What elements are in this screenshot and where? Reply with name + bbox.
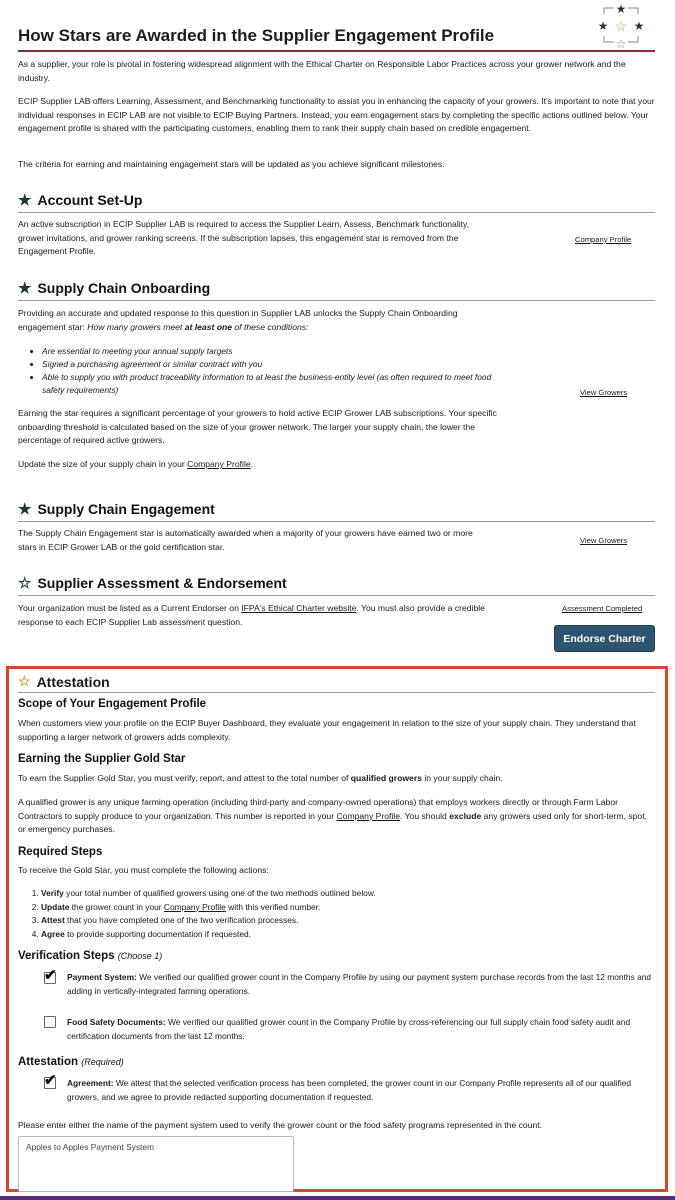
required-steps-heading: Required Steps [18,846,103,858]
option-label: Payment System: [67,972,137,982]
option-label: Food Safety Documents: [67,1017,166,1027]
onboarding-text-a: Providing an accurate and updated response to this question in Supplier LAB unlocks the Supply Chain Onboarding engagement star: [18,308,458,332]
qual-text-a: A qualified grower is any unique farming operation (including third-party and company-owned operations) that employs workers directly or through Farm Labor Contractors to supply produce to your organization. This number is reported in your [18,797,618,821]
option-description: We verified our qualified grower count in the Company Profile by using our payment system purchase records from the last 12 months and adding in vertically-integrated farming operations. [67,972,652,996]
option-description: We verified our qualified grower count in the Company Profile by cross-referencing our full supply chain food safety audit and certification documents from the last 12 months. [67,1017,631,1041]
food-safety-option-text [67,1016,652,1043]
company-profile-link[interactable]: Company Profile [187,459,251,469]
page-title: How Stars are Awarded in the Supplier Engagement Profile [18,26,495,45]
step-text: that you have completed one of the two verification processes. [64,915,299,925]
attestation-title: Attestation [18,1056,79,1068]
checkmark-icon: ✔ [44,967,57,984]
onboarding-question-c: of these conditions: [234,321,309,332]
list-item [41,901,655,915]
svg-text:☆: ☆ [615,37,627,50]
required-steps-list [18,887,655,941]
account-setup-text: An active subscription in ECIP Supplier LAB is required to access the Supplier Learn, Assess, Benchmark functionality, grower invitations, and grower ranking screens. If the subscription lapses, this engagement star is removed from the Engagement Profile. [18,219,470,256]
verification-title: Verification Steps [18,950,115,962]
payment-system-name-textarea[interactable]: Apples to Apples Payment System [18,1136,294,1192]
step-verb: Agree [41,928,65,939]
engagement-text: The Supply Chain Engagement star is automatically awarded when a majority of your growers have earned two or more stars in ECIP Grower LAB or the gold certification star. [18,528,473,552]
list-item: • Able to supply you with product traceability information to at least the business-entity level (as often required to meet food safety requirements) [42,371,496,397]
qual-text-b: . You should [400,810,447,821]
qualified-grower-text [18,796,655,837]
list-item [41,914,655,928]
step-verb: Verify [41,888,64,898]
scope-text: When customers view your profile on the ECIP Buyer Dashboard, they evaluate your engagement in relation to the size of your supply chain. They understand that supporting a larger network of growers adds complexity. [18,718,636,742]
step-text: to provide supporting documentation if requested. [64,928,251,939]
step-text: your total number of qualified growers using one of the two methods outlined below. [63,888,376,898]
company-profile-link[interactable]: Company Profile [163,901,226,912]
gold-star-text [18,772,655,786]
onboarding-update-text [18,458,498,472]
ethical-charter-website-link[interactable]: IFPA's Ethical Charter website [241,603,357,613]
payment-system-prompt: Please enter either the name of the payment system used to verify the grower count or the food safety programs represented in the count. [18,1120,543,1130]
section-divider [18,212,655,213]
step-verb: Update [41,901,70,912]
intro-paragraph-3: The criteria for earning and maintaining engagement stars will be updated as you achieve significant milestones. [18,159,445,169]
step-text: the grower count in your [69,901,164,912]
svg-text:★: ★ [615,2,627,16]
checkmark-icon: ✔ [44,1072,57,1089]
gold-text-b: in your supply chain. [424,773,503,783]
list-item: • Signed a purchasing agreement or similar contract with you [42,358,496,371]
onboarding-update-b: . [250,459,254,469]
intro-paragraph-2: ECIP Supplier LAB offers Learning, Assessment, and Benchmarking functionality to assist you in enhancing the capacity of your growers. It's important to note that your individual responses in ECIP LAB are not visible to ECIP Buying Partners. Instead, you earn engagement stars by completing the specific actions outlined below. Your engagement profile is shared with the participating customers, enabling them to rank their supply chain based on credible engagement. [18,96,655,133]
gold-text-a: To earn the Supplier Gold Star, you must verify, report, and attest to the total number of [18,773,349,783]
onboarding-intro [18,307,498,334]
onboarding-question-a: How many growers meet [87,321,183,332]
title-divider [18,50,655,52]
star-filled-icon: ★ [18,500,32,518]
option-description: We attest that the selected verification process has been completed, the grower count in our Company Profile represents all of our qualified growers, and we agree to provide redacted supporting documentation if requested. [67,1078,632,1102]
section-account-setup-header [18,192,142,208]
section-divider [18,300,655,301]
required-steps-intro: To receive the Gold Star, you must complete the following actions: [18,865,269,875]
step-text: with this verified number. [225,901,321,912]
onboarding-question-b: at least one [184,321,233,332]
section-onboarding-header [18,280,210,296]
svg-text:★: ★ [633,19,645,33]
onboarding-conditions-list [18,345,496,397]
payment-system-checkbox[interactable] [44,967,57,984]
verification-note: (Choose 1) [117,951,163,961]
star-cluster-logo-icon [594,2,648,50]
endorse-charter-button[interactable]: Endorse Charter [554,625,655,652]
assessment-text [18,602,488,629]
verification-steps-heading [18,950,162,962]
agreement-checkbox[interactable] [44,1072,57,1089]
section-title: Account Set-Up [37,192,143,208]
qual-text-bold: exclude [449,810,482,821]
section-assessment-header [18,575,287,591]
view-growers-link[interactable]: View Growers [580,388,628,397]
section-title: Supplier Assessment & Endorsement [37,575,287,591]
qual-text-c: any growers used only for short-term, spot, or emergency purchases. [18,810,647,834]
company-profile-link[interactable]: Company Profile [336,810,400,821]
food-safety-documents-checkbox[interactable] [44,1016,56,1028]
section-divider [18,692,655,693]
agreement-option-text [67,1077,652,1104]
section-attestation-header [18,673,110,690]
window-bottom-edge [0,1196,675,1200]
section-engagement-header [18,501,215,517]
view-growers-link[interactable]: View Growers [580,536,628,545]
onboarding-update-a: Update the size of your supply chain in your [18,459,185,469]
section-title: Supply Chain Engagement [37,501,215,517]
star-outline-icon: ☆ [18,673,31,689]
onboarding-threshold-text: Earning the star requires a significant percentage of your growers to hold active ECIP Grower LAB subscriptions. Your specific onboarding threshold is calculated based on the size of your grower network. The larger your supply chain, the lower the percentage of required active growers. [18,408,497,445]
section-title: Supply Chain Onboarding [37,280,211,296]
attestation-required-heading [18,1056,124,1068]
step-verb: Attest [41,915,65,925]
assessment-completed-link[interactable]: Assessment Completed [562,604,643,613]
list-item [41,887,655,901]
list-item: • Are essential to meeting your annual supply targets [42,345,496,358]
svg-text:☆: ☆ [614,18,628,34]
assessment-text-b: . You must also provide a credible response to each ECIP Supplier Lab assessment question. [18,603,485,627]
payment-system-option-text [67,971,652,998]
company-profile-link[interactable]: Company Profile [575,235,632,244]
gold-star-heading: Earning the Supplier Gold Star [18,753,186,765]
section-title: Attestation [36,673,110,690]
star-outline-icon: ☆ [18,574,32,592]
star-filled-icon: ★ [18,191,32,209]
scope-heading: Scope of Your Engagement Profile [18,698,207,710]
attestation-note: (Required) [81,1057,124,1067]
assessment-text-a: Your organization must be listed as a Current Endorser on [18,603,239,613]
intro-paragraph-1: As a supplier, your role is pivotal in fostering widespread alignment with the Ethical Charter on Responsible Labor Practices across your grower network and the industry. [18,59,626,83]
svg-text:★: ★ [597,19,609,33]
section-divider [18,595,655,596]
option-label: Agreement: [67,1078,114,1088]
gold-text-bold: qualified growers [350,773,422,783]
section-divider [18,521,655,522]
list-item [41,928,655,942]
star-filled-icon: ★ [18,279,32,297]
